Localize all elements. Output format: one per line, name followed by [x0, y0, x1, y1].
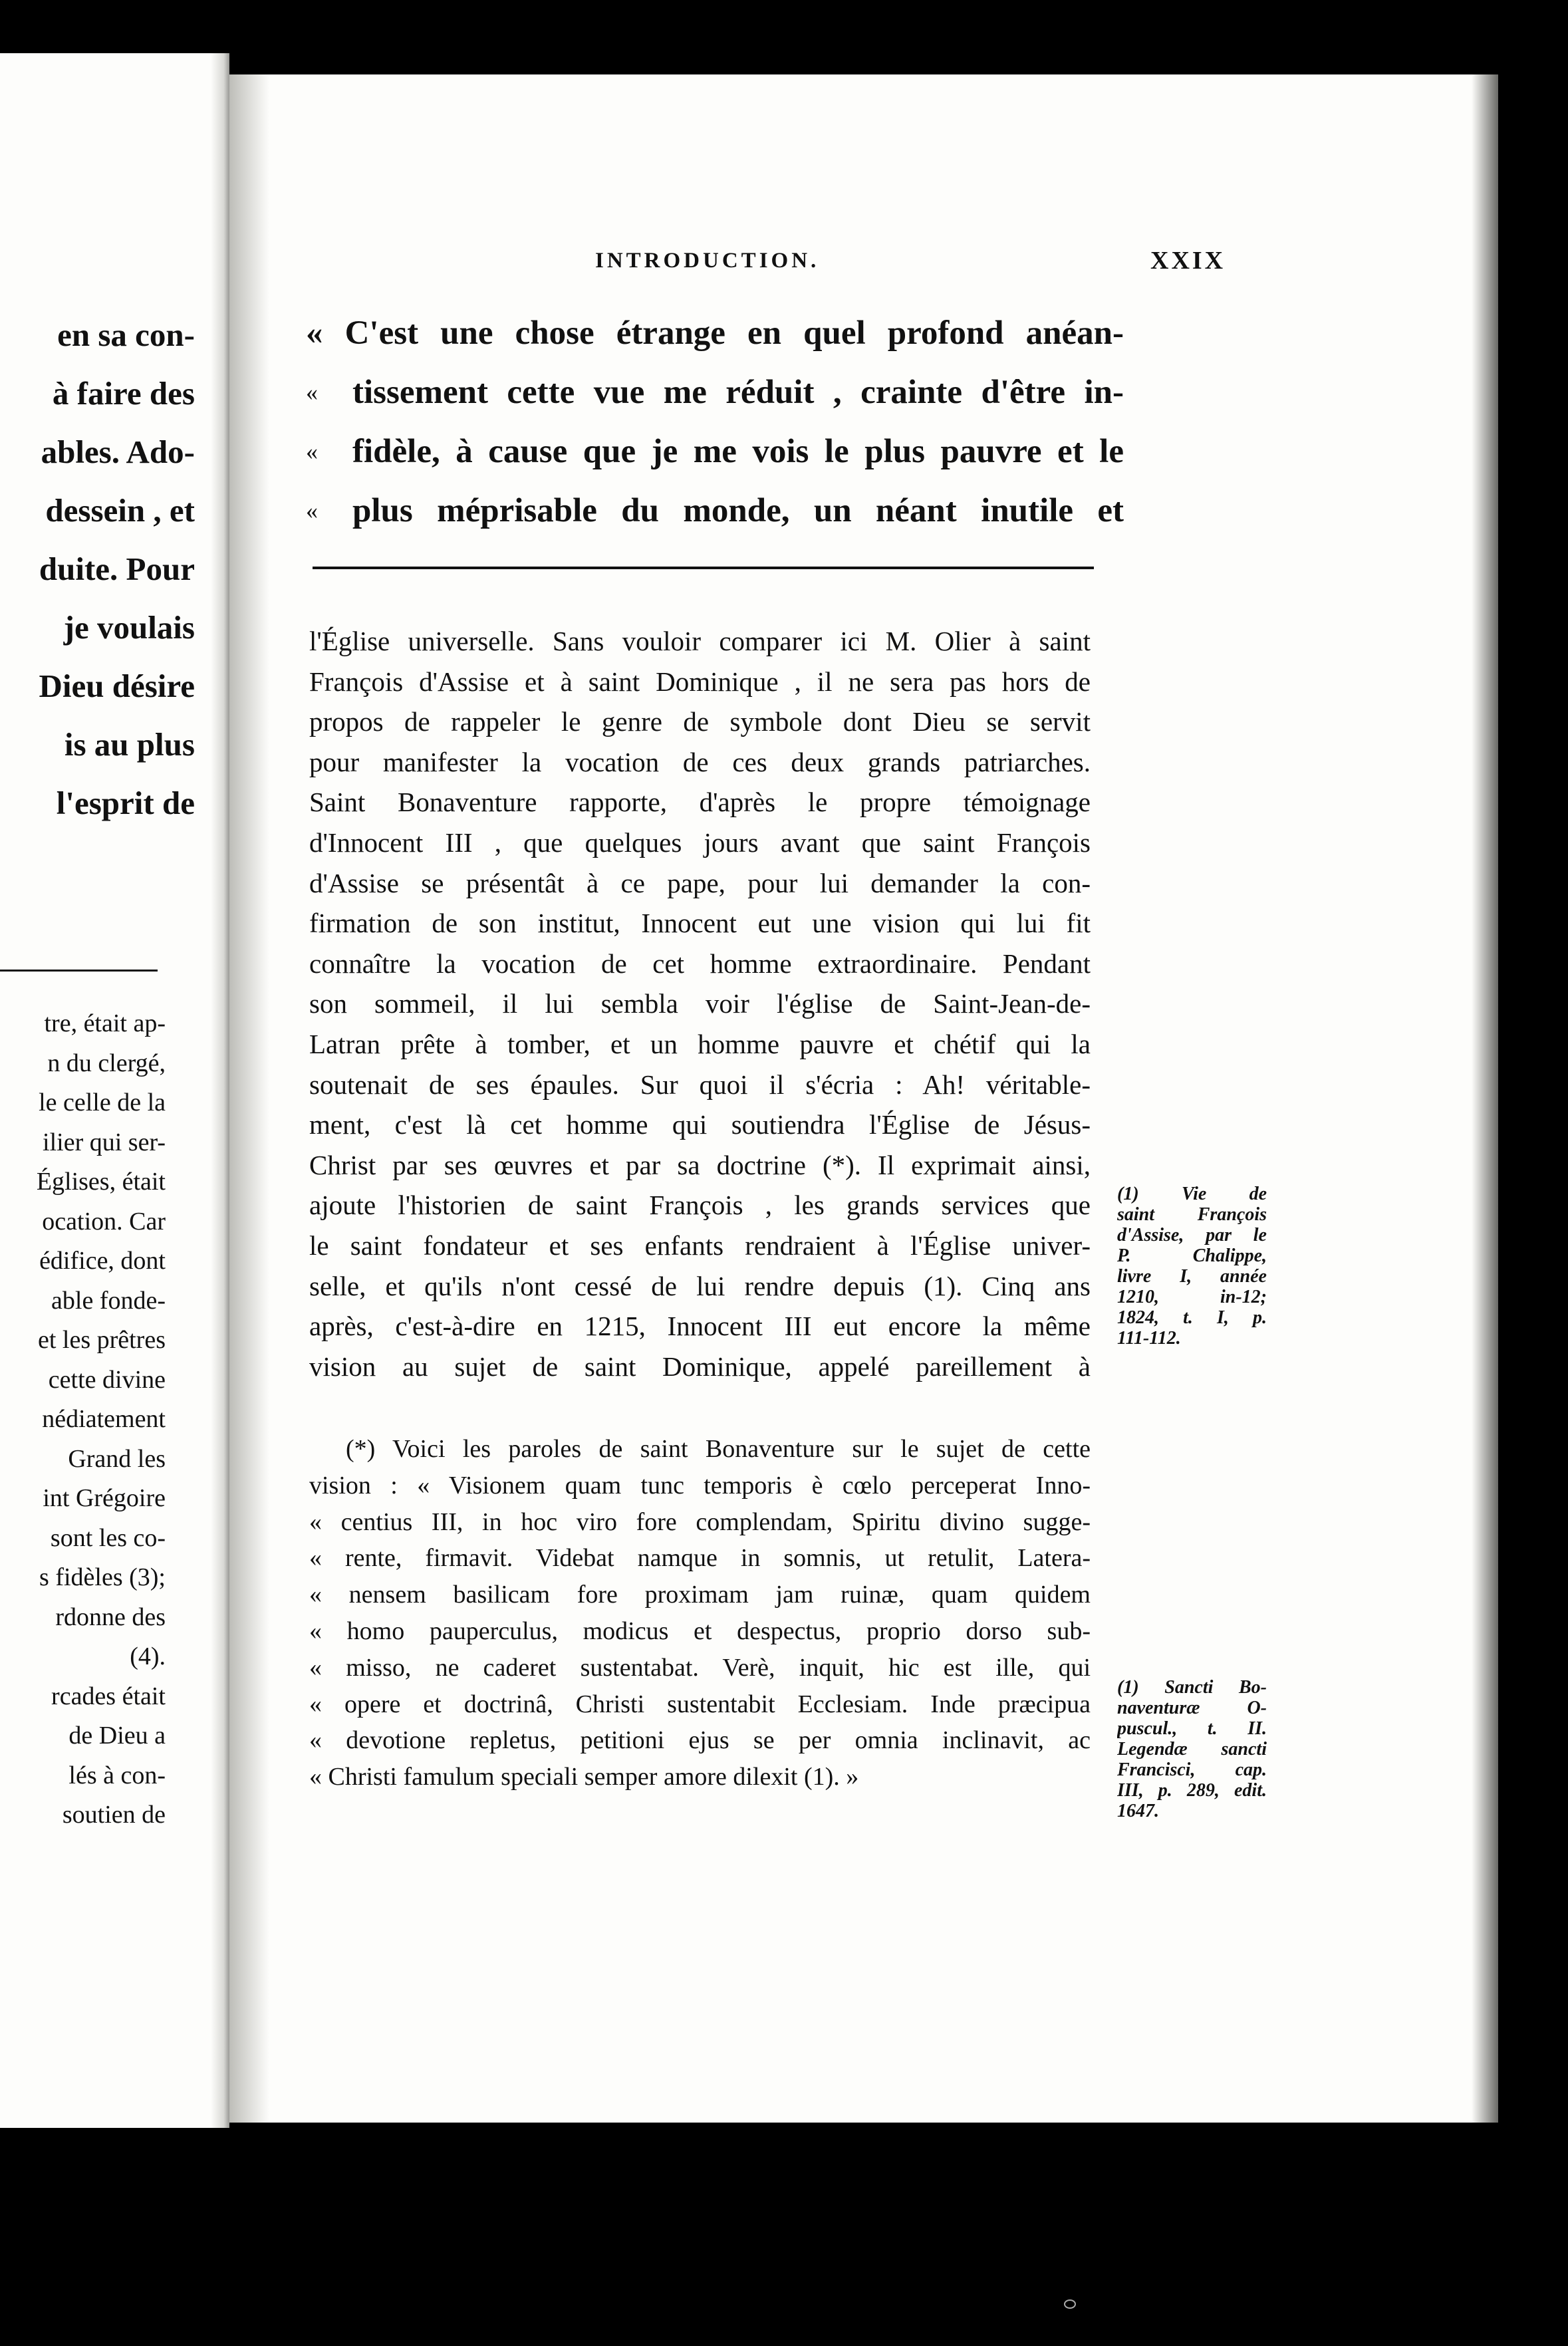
page-gutter-shadow	[211, 53, 229, 2128]
body-line: connaître la vocation de cet homme extraordinaire. Pendant	[309, 948, 1091, 979]
note-line: ilier qui ser-	[43, 1128, 166, 1156]
body-line: ajoute l'historien de saint François , les grands services que	[309, 1190, 1091, 1221]
quote-line	[306, 363, 1124, 422]
quote-line-text: tissement cette vue me réduit , crainte d'être in-	[352, 374, 1124, 411]
note-line: Grand les	[68, 1444, 166, 1473]
body-line: d'Assise se présentât à ce pape, pour lui demander la con-	[309, 867, 1091, 898]
note-line: édifice, dont	[39, 1247, 166, 1275]
margin-note-line: puscul., t. II.	[1117, 1718, 1267, 1739]
text-line: duite. Pour	[39, 551, 195, 587]
note-line: et les prêtres	[37, 1326, 166, 1354]
text-line: Dieu désire	[39, 668, 195, 704]
text-line: l'esprit de	[56, 785, 195, 821]
note-line: tre, était ap-	[44, 1009, 166, 1037]
previous-page-rule	[0, 970, 158, 972]
note-line: rdonne des	[55, 1603, 166, 1631]
text-line: en sa con-	[57, 317, 195, 353]
footnote-line: « centius III, in hoc viro fore complendam, Spiritu divino sugge-	[309, 1507, 1091, 1536]
margin-note-line: 1647.	[1117, 1801, 1159, 1821]
body-line: propos de rappeler le genre de symbole dont Dieu se servit	[309, 706, 1091, 737]
note-line: rcades était	[51, 1682, 166, 1710]
margin-note-line: 111-112.	[1117, 1328, 1181, 1349]
footnote-line: « rente, firmavit. Videbat namque in somnis, ut retulit, Latera-	[309, 1544, 1091, 1573]
body-line: l'Église universelle. Sans vouloir comparer ici M. Olier à saint	[309, 626, 1091, 656]
quote-line-text: fidèle, à cause que je me vois le plus pauvre et le	[352, 433, 1124, 470]
text-line: je voulais	[63, 609, 195, 646]
body-line: vision au sujet de saint Dominique, appelé pareillement à	[309, 1351, 1091, 1382]
body-line: selle, et qu'ils n'ont cessé de lui rendre depuis (1). Cinq ans	[309, 1270, 1091, 1301]
footnote-line: « homo pauperculus, modicus et despectus, proprio dorso sub-	[309, 1617, 1091, 1645]
margin-note-line: saint François	[1117, 1204, 1267, 1225]
body-line: François d'Assise et à saint Dominique , il ne sera pas hors de	[309, 666, 1091, 697]
footnote-line: « devotione repletus, petitioni ejus se per omnia inclinavit, ac	[309, 1726, 1091, 1755]
body-line: pour manifester la vocation de ces deux grands patriarches.	[309, 746, 1091, 777]
running-head: INTRODUCTION.	[595, 249, 820, 273]
scan-speck	[1064, 2299, 1076, 2309]
footnote-line: « opere et doctrinâ, Christi sustentabit Ecclesiam. Inde præcipua	[309, 1690, 1091, 1718]
body-line: Saint Bonaventure rapporte, d'après le propre témoignage	[309, 787, 1091, 818]
note-line: cette divine	[48, 1365, 166, 1394]
margin-note-line: 1824, t. I, p.	[1117, 1307, 1267, 1328]
quote-line-text: plus méprisable du monde, un néant inutile et	[352, 492, 1124, 529]
body-line: Christ par ses œuvres et par sa doctrine (*). Il exprimait ainsi,	[309, 1149, 1091, 1180]
separator-rule	[313, 567, 1094, 569]
note-line: ocation. Car	[42, 1207, 166, 1236]
body-line: ment, c'est là cet homme qui soutiendra l'Église de Jésus-	[309, 1109, 1091, 1140]
margin-note-line: d'Assise, par le	[1117, 1225, 1267, 1245]
quote-line	[306, 481, 1124, 541]
body-line: firmation de son institut, Innocent eut une vision qui lui fit	[309, 908, 1091, 939]
body-line: Latran prête à tomber, et un homme pauvre et chétif qui la	[309, 1028, 1091, 1059]
quotation-block	[306, 304, 1124, 541]
text-line: à faire des	[52, 375, 195, 412]
margin-note-line: Francisci, cap.	[1117, 1760, 1267, 1780]
note-line: lés à con-	[68, 1761, 166, 1789]
page-edge-shadow	[229, 74, 269, 2123]
page-number: XXIX	[1150, 247, 1226, 275]
previous-page-main-text	[39, 306, 195, 833]
current-page	[229, 74, 1498, 2123]
note-line: Églises, était	[36, 1168, 166, 1196]
text-line: dessein , et	[45, 492, 195, 529]
text-line: ables. Ado-	[41, 434, 195, 470]
note-line: nédiatement	[42, 1405, 166, 1433]
body-line: le saint fondateur et ses enfants rendraient à l'Église univer-	[309, 1230, 1091, 1261]
quote-mark: «	[306, 438, 318, 465]
footnote	[309, 1431, 1091, 1795]
margin-note-line: (1) Vie de	[1117, 1184, 1267, 1204]
note-line: soutien de	[62, 1801, 166, 1829]
margin-note-line: livre I, année	[1117, 1266, 1267, 1287]
margin-note-line: Legendæ sancti	[1117, 1739, 1267, 1760]
footnote-line: (*) Voici les paroles de saint Bonaventure sur le sujet de cette	[346, 1435, 1091, 1463]
note-line: able fonde-	[51, 1286, 166, 1315]
body-line: son sommeil, il lui sembla voir l'église de Saint-Jean-de-	[309, 988, 1091, 1019]
margin-note-line: naventuræ O-	[1117, 1698, 1267, 1718]
quote-mark: «	[306, 497, 318, 524]
footnote-line: « Christi famulum speciali semper amore dilexit (1). »	[309, 1763, 859, 1791]
quote-mark: «	[306, 379, 318, 406]
footnote-line: « misso, ne caderet sustentabat. Verè, inquit, hic est ille, qui	[309, 1653, 1091, 1682]
footnote-line: « nensem basilicam fore proximam jam ruinæ, quam quidem	[309, 1581, 1091, 1609]
quote-line: « C'est une chose étrange en quel profond anéan-	[306, 315, 1124, 352]
previous-page-notes	[37, 1004, 166, 1835]
margin-note-line: (1) Sancti Bo-	[1117, 1677, 1267, 1698]
page-right-edge	[1472, 74, 1498, 2123]
quote-line	[306, 422, 1124, 481]
note-line: (4).	[130, 1642, 166, 1670]
body-line: après, c'est-à-dire en 1215, Innocent III eut encore la même	[309, 1311, 1091, 1342]
text-line: is au plus	[64, 726, 195, 763]
margin-note-line: 1210, in-12;	[1117, 1287, 1267, 1307]
body-line: d'Innocent III , que quelques jours avant que saint François	[309, 827, 1091, 858]
note-line: n du clergé,	[47, 1049, 166, 1077]
body-text	[309, 621, 1091, 1386]
margin-note-bonaventure	[1117, 1677, 1267, 1821]
previous-page-fragment	[0, 53, 229, 2128]
note-line: s fidèles (3);	[39, 1563, 166, 1591]
margin-note-line: P. Chalippe,	[1117, 1245, 1267, 1266]
note-line: int Grégoire	[43, 1484, 166, 1512]
note-line: de Dieu a	[68, 1722, 166, 1750]
body-line: soutenait de ses épaules. Sur quoi il s'écria : Ah! véritable-	[309, 1069, 1091, 1100]
footnote-line: vision : « Visionem quam tunc temporis è cœlo perceperat Inno-	[309, 1471, 1091, 1499]
note-line: le celle de la	[39, 1089, 166, 1116]
margin-note-chalippe	[1117, 1184, 1267, 1349]
margin-note-line: III, p. 289, edit.	[1117, 1780, 1267, 1801]
note-line: sont les co-	[50, 1523, 166, 1552]
